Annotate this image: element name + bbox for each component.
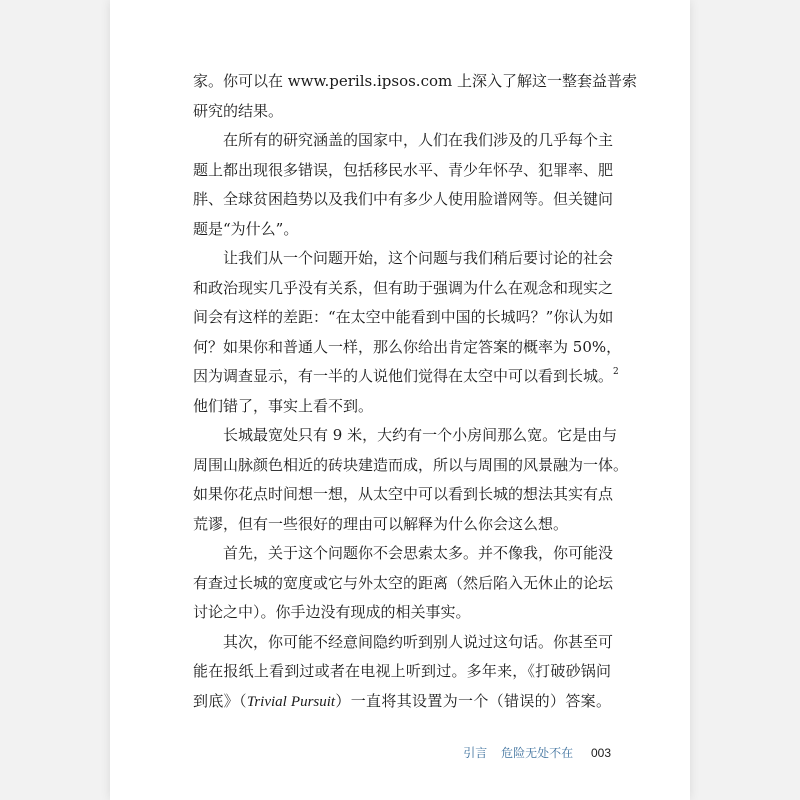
- paragraph: [193, 539, 614, 628]
- text-line: 题上都出现很多错误，包括移民水平、青少年怀孕、犯罪率、肥: [193, 160, 614, 179]
- text-line: 周围山脉颜色相近的砖块建造而成，所以与周围的风景融为一体。: [193, 455, 629, 474]
- text-line: 长城最宽处只有 9 米，大约有一个小房间那么宽。它是由与: [223, 426, 618, 444]
- text-line: 让我们从一个问题开始，这个问题与我们稍后要讨论的社会: [223, 249, 614, 267]
- text-line: 荒谬，但有一些很好的理由可以解释为什么你会这么想。: [193, 514, 569, 533]
- paragraph-continued: [193, 67, 638, 126]
- running-header-title: 危险无处不在: [501, 746, 574, 760]
- text-line: 在所有的研究涵盖的国家中，人们在我们涉及的几乎每个主: [223, 131, 614, 149]
- page-number: 003: [590, 746, 611, 760]
- text-line: 能在报纸上看到过或者在电视上听到过。多年来，《打破砂锅问: [193, 662, 611, 680]
- text-line: 其次，你可能不经意间隐约听到别人说过这句话。你甚至可: [223, 632, 614, 651]
- text-line: 讨论之中）。你手边没有现成的相关事实。: [193, 603, 471, 621]
- english-book-title: Trivial Pursuit: [246, 693, 336, 710]
- text-line: 如果你花点时间想一想，从太空中可以看到长城的想法其实有点: [193, 485, 614, 503]
- text-line: 研究的结果。: [193, 101, 284, 120]
- text-line: 间会有这样的差距：“在太空中能看到中国的长城吗？”你认为如: [193, 308, 614, 326]
- text-line: 何？如果你和普通人一样，那么你给出肯定答案的概率为 50%，: [193, 337, 622, 356]
- text-line: 有查过长城的宽度或它与外太空的距离（然后陷入无休止的论坛: [193, 573, 614, 592]
- footnote-marker[interactable]: 2: [613, 367, 619, 377]
- paragraph: [193, 126, 614, 244]
- book-page: [110, 0, 690, 800]
- paragraph: [193, 244, 622, 421]
- text-line: 首先，关于这个问题你不会思索太多。并不像我，你可能没: [223, 544, 614, 562]
- running-header-chapter: 引言: [463, 746, 488, 760]
- text-line: 和政治现实几乎没有关系，但有助于强调为什么在观念和现实之: [193, 278, 614, 297]
- page-body: [193, 67, 638, 717]
- text-line: 胖、全球贫困趋势以及我们中有多少人使用脸谱网等。但关键问: [193, 190, 614, 208]
- paragraph: [193, 628, 614, 718]
- text-fragment: ）一直将其设置为一个（错误的）答案。: [335, 691, 611, 710]
- text-fragment: 到底》（: [193, 691, 247, 710]
- text-line: 题是“为什么”。: [193, 219, 299, 238]
- text-line-with-title: [193, 687, 611, 718]
- paragraph: [193, 421, 629, 539]
- text-line-with-footnote: [193, 362, 619, 392]
- text-line: 因为调查显示，有一半的人说他们觉得在太空中可以看到长城。: [193, 367, 614, 385]
- text-line: 家。你可以在 www.perils.ipsos.com 上深入了解这一整套益普索: [193, 72, 638, 90]
- text-line: 他们错了，事实上看不到。: [193, 396, 374, 415]
- page-footer: [193, 744, 611, 761]
